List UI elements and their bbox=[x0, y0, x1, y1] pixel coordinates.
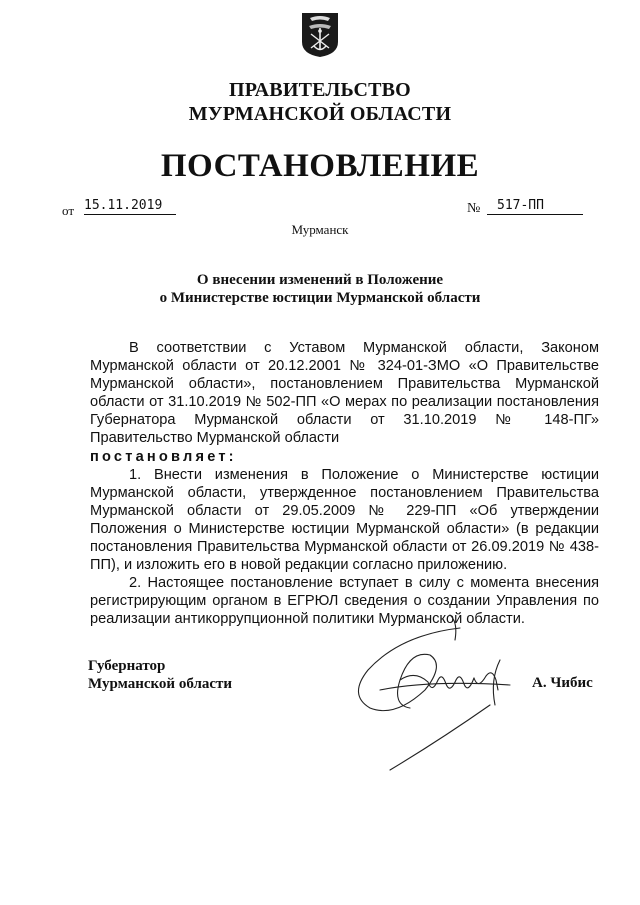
handwritten-signature bbox=[340, 610, 540, 775]
item-1-paragraph: 1. Внести изменения в Положение о Министерстве юстиции Мурманской области, утвержденное постановлением Правительства Мурманской области от 29.05.2009 № 229-ПП «Об утверждении Положения о Министерстве юстиции Мурманской области» (в редакции постановления Правительства Мурманской области от 26.09.2019 № 438-ПП), и изложить его в новой редакции согласно приложению. bbox=[90, 466, 599, 574]
number-prefix: № bbox=[467, 201, 481, 216]
document-body bbox=[90, 339, 599, 629]
document-date: 15.11.2019 bbox=[84, 198, 176, 215]
date-prefix: от bbox=[62, 203, 75, 218]
signatory-position bbox=[88, 657, 232, 693]
preamble-paragraph: В соответствии с Уставом Мурманской области, Законом Мурманской области от 20.12.2001 № 324-01-ЗМО «О Правительстве Мурманской области», постановлением Правительства Мурманской области от 31.10.2019 № 502-ПП «О мерах по реализации постановления Губернатора Мурманской области от 31.10.2019 № 148-ПГ» Правительство Мурманской области bbox=[90, 340, 599, 447]
government-name bbox=[0, 78, 640, 126]
subject-line-2: о Министерстве юстиции Мурманской области bbox=[159, 290, 481, 306]
decides-keyword: постановляет: bbox=[90, 448, 237, 465]
coat-of-arms-emblem bbox=[301, 12, 339, 58]
signatory-name: А. Чибис bbox=[532, 675, 593, 691]
signatory-position-line-2: Мурманской области bbox=[88, 676, 233, 692]
government-line-1: ПРАВИТЕЛЬСТВО bbox=[229, 79, 411, 101]
document-subject bbox=[0, 271, 640, 307]
document-city: Мурманск bbox=[291, 222, 349, 237]
signatory-position-line-1: Губернатор bbox=[88, 658, 166, 674]
item-2-paragraph: 2. Настоящее постановление вступает в силу с момента внесения регистрирующим органом в ЕГРЮЛ сведения о создании Управления по реализации антикоррупционной политики Мурманской области. bbox=[90, 575, 599, 628]
document-type-title: ПОСТАНОВЛЕНИЕ bbox=[160, 148, 480, 184]
subject-line-1: О внесении изменений в Положение bbox=[196, 272, 444, 288]
government-line-2: МУРМАНСКОЙ ОБЛАСТИ bbox=[188, 103, 452, 125]
document-number: 517-ПП bbox=[487, 198, 583, 215]
